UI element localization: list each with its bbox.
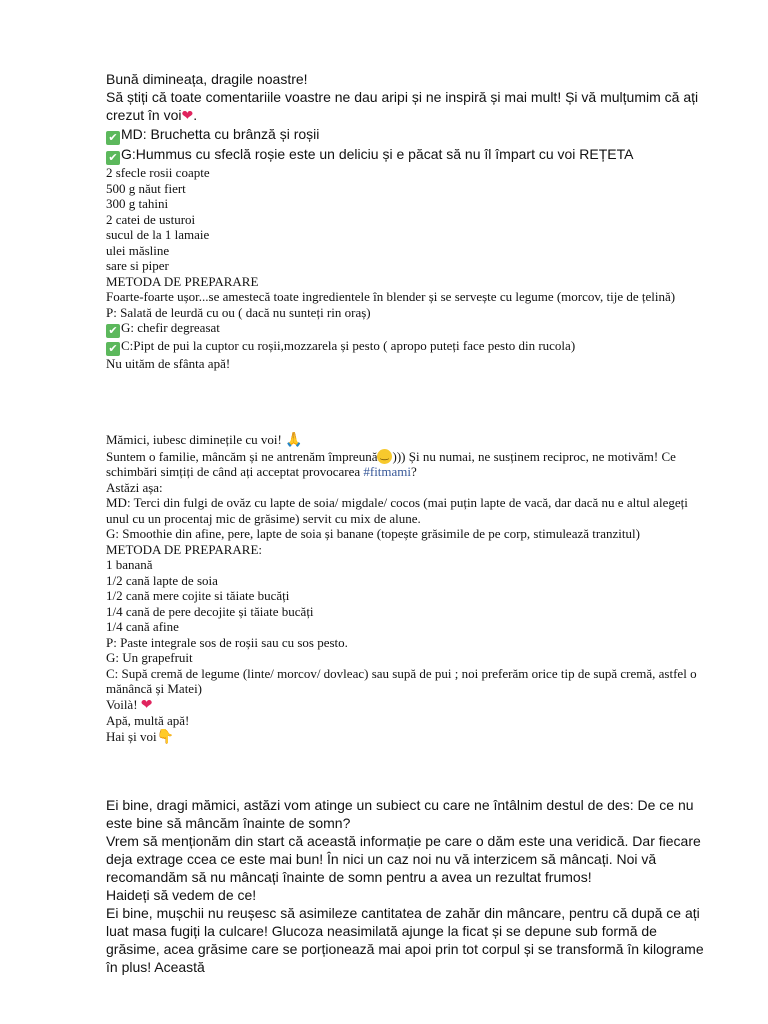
post-family-smoothie <box>106 432 712 745</box>
check-mark-icon: ✔ <box>106 342 120 356</box>
greeting-line: Bună dimineața, dragile noastre! <box>106 71 308 87</box>
ingredient-item: 1 banană <box>106 557 153 572</box>
meal-g: G: Smoothie din afine, pere, lapte de soia și banane (topește grăsimile de pe corp, stimulează tranzitul) <box>106 526 640 541</box>
ingredient-item: 300 g tahini <box>106 196 169 211</box>
meal-g2: G: Un grapefruit <box>106 650 193 665</box>
meal-g: ✔ G:Hummus cu sfeclă roșie este un deliciu și e păcat să nu îl împart cu voi REȚETA <box>106 145 712 165</box>
hashtag-link[interactable]: #fitmami <box>363 464 412 479</box>
heart-icon: ❤ <box>181 108 194 124</box>
meal-c: C: Supă cremă de legume (linte/ morcov/ dovleac) sau supă de pui ; noi preferăm orice tip de supă cremă, astfel o mănâncă și Matei) <box>106 665 697 696</box>
smiling-face-icon <box>377 449 392 464</box>
ingredient-item: sare si piper <box>106 258 169 273</box>
post3-paragraph: Ei bine, dragi mămici, astăzi vom atinge un subiect cu care ne întâlnim destul de des: De ce nu este bine să mâncăm înainte de somn? <box>106 797 694 831</box>
ingredient-item: 1/2 cană lapte de soia <box>106 572 218 588</box>
post-eating-before-sleep <box>106 796 712 976</box>
check-mark-icon: ✔ <box>106 131 120 145</box>
check-mark-icon: ✔ <box>106 151 120 165</box>
join-line: Hai și voi👇 <box>106 728 174 745</box>
intro-paragraph: Să știți că toate comentariile voastre ne dau aripi și ne inspiră și mai mult! Și vă mulțumim că ați crezut în voi❤. <box>106 89 699 124</box>
meal-c: ✔ C:Pipt de pui la cuptor cu roșii,mozzarela și pesto ( apropo puteți face pesto din rucola) <box>106 338 712 356</box>
meal-p: P: Salată de leurdă cu ou ( dacă nu sunteți rin oraș) <box>106 304 371 320</box>
ingredient-item: 500 g năut fiert <box>106 180 186 196</box>
post3-paragraph: Ei bine, mușchii nu reușesc să asimileze cantitatea de zahăr din mâncare, pentru că după ce ați luat masa fugiți la culcare! Glucoza neasimilată ajunge la ficat și se depune sub formă de grăsime, acea grăsime care se porționează mai apoi prin tot corpul și se transformă în kilograme în plus! Această <box>106 905 704 975</box>
meal-p: P: Paste integrale sos de roșii sau cu sos pesto. <box>106 634 348 650</box>
meal-md: MD: Terci din fulgi de ovăz cu lapte de soia/ migdale/ cocos (mai puțin lapte de vacă, dar dacă nu e altul alegeți unul cu un procentaj mic de grăsime) servit cu mix de alune. <box>106 495 688 526</box>
post2-today: Astăzi așa: <box>106 479 163 495</box>
pointing-down-icon: 👇 <box>156 728 174 745</box>
meal-g2: ✔ G: chefir degreasat <box>106 320 712 338</box>
heart-icon: ❤ <box>140 696 153 713</box>
voila-line: Voilà! ❤ <box>106 696 153 713</box>
water-reminder: Apă, multă apă! <box>106 713 190 728</box>
method-title: METODA DE PREPARARE <box>106 273 259 289</box>
check-mark-icon: ✔ <box>106 324 120 338</box>
ingredient-item: 2 catei de usturoi <box>106 211 196 227</box>
ingredient-item: 1/4 cană afine <box>106 619 179 634</box>
ingredient-item: sucul de la 1 lamaie <box>106 227 210 242</box>
ingredient-item: ulei măsline <box>106 242 170 258</box>
post2-line1: Mămici, iubesc diminețile cu voi! 🙏 <box>106 432 303 448</box>
post3-paragraph: Vrem să menționăm din start că această informație pe care o dăm este una veridică. Dar fiecare deja extrage ccea ce este mai bun! În nici un caz noi nu vă interzicem să mâncați. Noi vă recomandăm să nu mâncați înainte de somn pentru a avea un rezultat frumos! <box>106 833 701 885</box>
praying-hands-icon: 🙏 <box>285 432 303 448</box>
method-text: Foarte-foarte ușor...se amestecă toate ingredientele în blender și se servește cu legume (morcov, tije de țelină) <box>106 289 676 304</box>
post-recipes-hummus <box>106 70 712 372</box>
post2-line2: Suntem o familie, mâncăm și ne antrenăm împreună‿ ))) Și nu numai, ne susținem reciproc, ne motivăm! Ce schimbări simțiți de când ați acceptat provocarea #fitmami? <box>106 449 712 480</box>
water-reminder: Nu uităm de sfânta apă! <box>106 356 231 371</box>
ingredient-item: 2 sfecle rosii coapte <box>106 165 210 180</box>
method-title: METODA DE PREPARARE: <box>106 541 263 557</box>
meal-md: ✔ MD: Bruchetta cu brânză și roșii <box>106 125 712 145</box>
post3-paragraph: Haideți să vedem de ce! <box>106 887 257 903</box>
ingredient-item: 1/2 cană mere cojite si tăiate bucăți <box>106 588 290 603</box>
ingredient-item: 1/4 cană de pere decojite și tăiate bucăți <box>106 603 314 619</box>
